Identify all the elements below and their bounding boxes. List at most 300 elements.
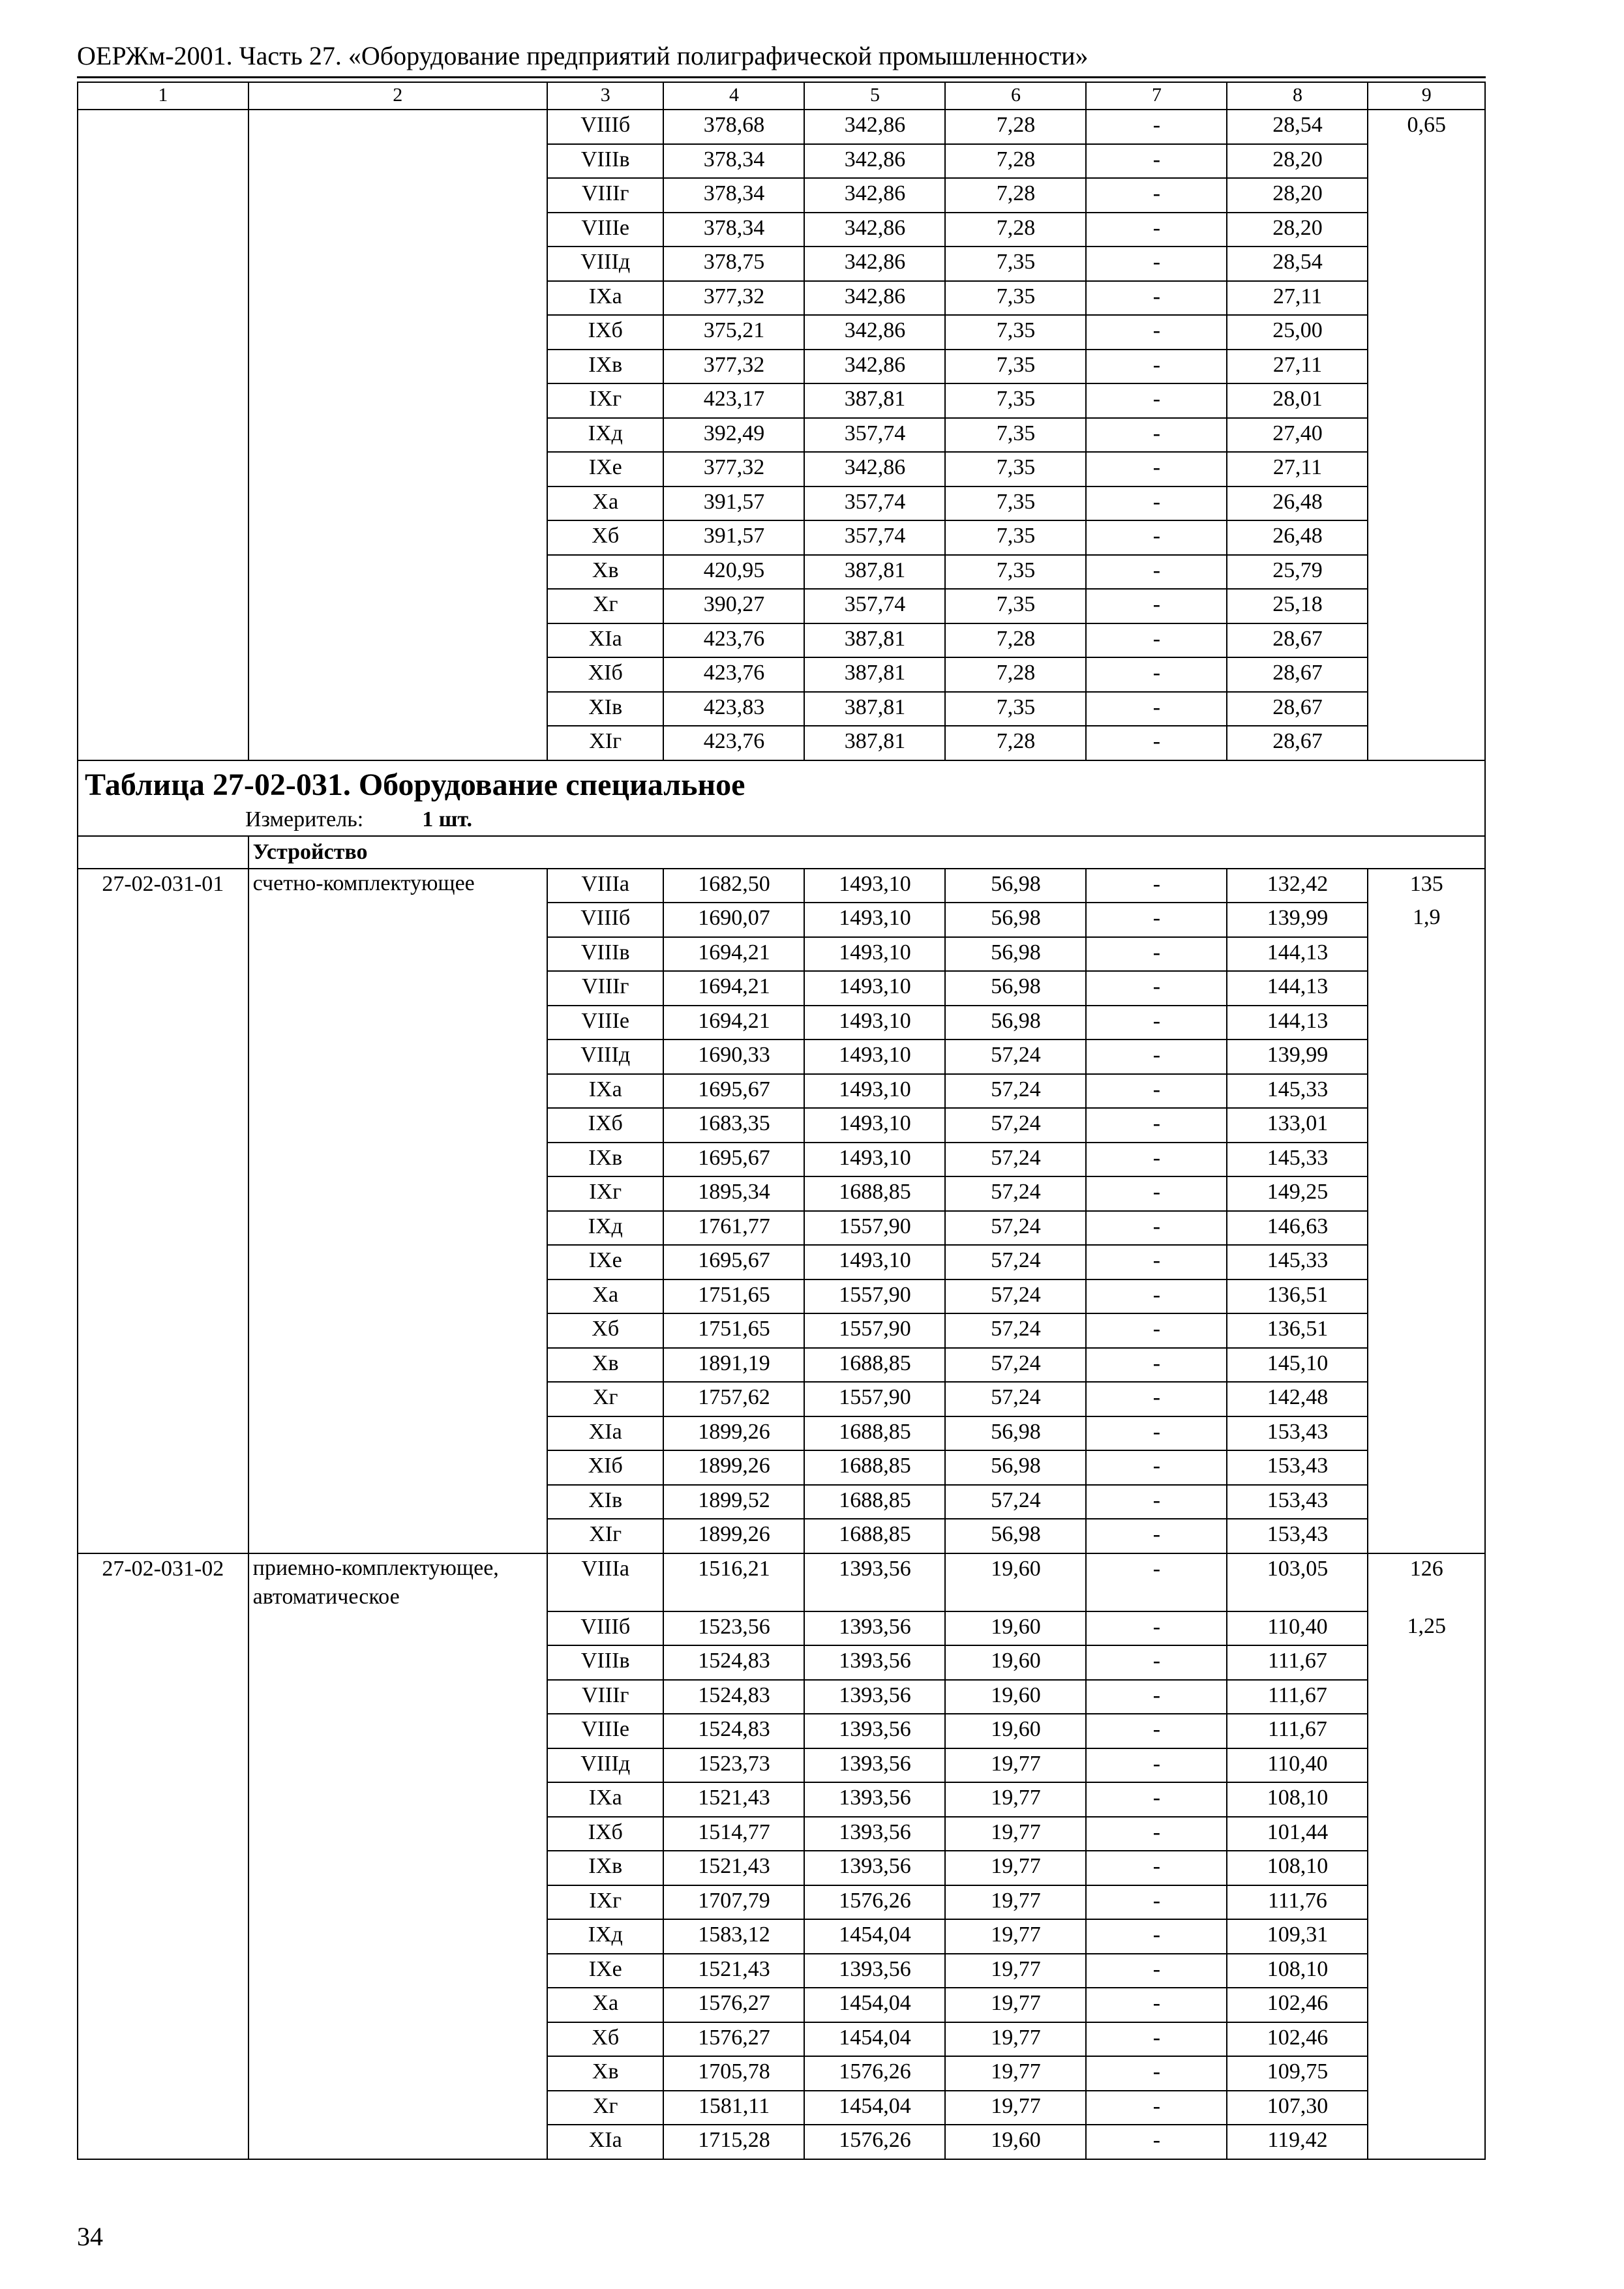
value-cell: 342,86 (804, 213, 945, 247)
value-cell: 7,35 (945, 350, 1086, 384)
value-cell: IXб (547, 315, 663, 350)
value-cell: - (1086, 1782, 1227, 1817)
rate-name-cell (248, 418, 547, 453)
value-cell: 56,98 (945, 869, 1086, 903)
value-cell: 423,17 (663, 383, 804, 418)
value-cell: IXг (547, 383, 663, 418)
value-cell: XIа (547, 2125, 663, 2159)
value-cell: IXе (547, 1954, 663, 1988)
value-cell: 420,95 (663, 555, 804, 590)
rate-name-cell (248, 1680, 547, 1714)
value-cell: 57,24 (945, 1348, 1086, 1383)
rate-code-cell (78, 383, 248, 418)
value-cell: 19,77 (945, 2091, 1086, 2125)
value-cell: 1524,83 (663, 1645, 804, 1680)
table-row (78, 1143, 1485, 1177)
table-row (78, 1108, 1485, 1143)
table-row (78, 1485, 1485, 1519)
table-row (78, 144, 1485, 179)
value-cell: 132,42 (1227, 869, 1368, 903)
table-row (78, 1211, 1485, 1246)
value-cell: - (1086, 1954, 1227, 1988)
rate-name-cell (248, 971, 547, 1006)
table-row (78, 1919, 1485, 1954)
value-cell: - (1086, 1382, 1227, 1416)
value-cell: 149,25 (1227, 1176, 1368, 1211)
value-cell: 423,76 (663, 726, 804, 760)
table-row (78, 315, 1485, 350)
value-cell: 1688,85 (804, 1519, 945, 1553)
value-cell: 57,24 (945, 1485, 1086, 1519)
value-cell: 146,63 (1227, 1211, 1368, 1246)
value-cell: 7,35 (945, 383, 1086, 418)
rate-code-cell (78, 1714, 248, 1748)
value-cell: - (1086, 452, 1227, 486)
value-cell: 1393,56 (804, 1954, 945, 1988)
value-cell: 27,11 (1227, 350, 1368, 384)
value-cell: - (1086, 1211, 1227, 1246)
value-cell: Xб (547, 1313, 663, 1348)
value-cell: - (1086, 1748, 1227, 1783)
value-cell: 19,77 (945, 1954, 1086, 1988)
value-cell: 1751,65 (663, 1313, 804, 1348)
value-cell: 7,28 (945, 110, 1086, 144)
value-cell: VIIIг (547, 971, 663, 1006)
rate-name-cell (248, 520, 547, 555)
rate-name-cell (248, 178, 547, 213)
table-row (78, 1176, 1485, 1211)
rate-name-cell (248, 937, 547, 972)
value-cell: Xг (547, 2091, 663, 2125)
value-cell: 7,28 (945, 623, 1086, 658)
value-cell: - (1086, 1450, 1227, 1485)
value-cell: 357,74 (804, 589, 945, 623)
weight-cell (1368, 418, 1485, 453)
value-cell: 387,81 (804, 383, 945, 418)
table-row (78, 1748, 1485, 1783)
rate-name-cell (248, 1382, 547, 1416)
value-cell: 1695,67 (663, 1143, 804, 1177)
value-cell: - (1086, 869, 1227, 903)
value-cell: 1576,27 (663, 2022, 804, 2057)
value-cell: VIIIе (547, 1714, 663, 1748)
rate-code-cell: 27-02-031-01 (78, 869, 248, 903)
value-cell: 57,24 (945, 1313, 1086, 1348)
rate-code-cell (78, 1817, 248, 1851)
rate-name-cell (248, 2091, 547, 2125)
rate-name-cell (248, 1040, 547, 1074)
value-cell: 391,57 (663, 520, 804, 555)
value-cell: 19,77 (945, 2056, 1086, 2091)
value-cell: 377,32 (663, 350, 804, 384)
value-cell: 144,13 (1227, 971, 1368, 1006)
value-cell: 423,83 (663, 692, 804, 726)
rate-code-cell (78, 1645, 248, 1680)
value-cell: 27,40 (1227, 418, 1368, 453)
value-cell: - (1086, 623, 1227, 658)
value-cell: 56,98 (945, 937, 1086, 972)
value-cell: - (1086, 937, 1227, 972)
value-cell: 423,76 (663, 623, 804, 658)
value-cell: 56,98 (945, 903, 1086, 937)
value-cell: 1690,33 (663, 1040, 804, 1074)
rate-code-cell (78, 1211, 248, 1246)
value-cell: IXв (547, 350, 663, 384)
measure-unit: 1 шт. (422, 807, 473, 831)
rate-name-cell (248, 350, 547, 384)
value-cell: VIIIв (547, 937, 663, 972)
rate-code-cell (78, 1954, 248, 1988)
rate-code-cell (78, 692, 248, 726)
table-row (78, 1074, 1485, 1109)
weight-cell (1368, 486, 1485, 521)
table-row (78, 1553, 1485, 1611)
weight-cell (1368, 555, 1485, 590)
rate-code-cell (78, 1382, 248, 1416)
value-cell: 1899,26 (663, 1416, 804, 1451)
value-cell: - (1086, 1851, 1227, 1885)
value-cell: XIв (547, 1485, 663, 1519)
value-cell: 1493,10 (804, 1074, 945, 1109)
value-cell: 1454,04 (804, 2091, 945, 2125)
value-cell: 1690,07 (663, 903, 804, 937)
rate-code-cell (78, 623, 248, 658)
table-row (78, 2091, 1485, 2125)
weight-cell (1368, 1748, 1485, 1783)
value-cell: 1683,35 (663, 1108, 804, 1143)
rate-code-cell (78, 110, 248, 144)
value-cell: 342,86 (804, 144, 945, 179)
value-cell: 378,68 (663, 110, 804, 144)
value-cell: 7,35 (945, 555, 1086, 590)
value-cell: IXб (547, 1108, 663, 1143)
table-row (78, 486, 1485, 521)
rate-name-cell (248, 1074, 547, 1109)
table-row (78, 1348, 1485, 1383)
column-number-row (78, 82, 1485, 110)
value-cell: Xа (547, 486, 663, 521)
value-cell: 26,48 (1227, 520, 1368, 555)
table-row (78, 903, 1485, 937)
value-cell: 145,33 (1227, 1143, 1368, 1177)
rate-name-cell (248, 1450, 547, 1485)
weight-cell (1368, 2091, 1485, 2125)
rate-code-cell (78, 144, 248, 179)
rate-code-cell (78, 2056, 248, 2091)
weight-cell (1368, 1519, 1485, 1553)
value-cell: 139,99 (1227, 1040, 1368, 1074)
weight-cell (1368, 726, 1485, 760)
value-cell: IXа (547, 1074, 663, 1109)
value-cell: IXв (547, 1143, 663, 1177)
value-cell: 144,13 (1227, 937, 1368, 972)
value-cell: 7,35 (945, 486, 1086, 521)
value-cell: 1514,77 (663, 1817, 804, 1851)
rate-code-cell (78, 1348, 248, 1383)
value-cell: 28,67 (1227, 726, 1368, 760)
column-number: 6 (945, 82, 1086, 110)
table-row (78, 1313, 1485, 1348)
rate-name-cell (248, 213, 547, 247)
rate-code-cell (78, 350, 248, 384)
value-cell: 56,98 (945, 1519, 1086, 1553)
value-cell: 1493,10 (804, 971, 945, 1006)
value-cell: 342,86 (804, 281, 945, 316)
value-cell: 145,33 (1227, 1245, 1368, 1279)
value-cell: - (1086, 520, 1227, 555)
value-cell: - (1086, 1348, 1227, 1383)
value-cell: 28,01 (1227, 383, 1368, 418)
value-cell: 1761,77 (663, 1211, 804, 1246)
value-cell: 25,18 (1227, 589, 1368, 623)
value-cell: - (1086, 247, 1227, 281)
rate-code-cell: 27-02-031-02 (78, 1553, 248, 1611)
value-cell: 108,10 (1227, 1954, 1368, 1988)
rate-name-cell (248, 1782, 547, 1817)
value-cell: 28,67 (1227, 657, 1368, 692)
value-cell: 1688,85 (804, 1176, 945, 1211)
rates-table (77, 82, 1486, 2160)
weight-cell (1368, 247, 1485, 281)
rate-name-cell (248, 110, 547, 144)
value-cell: 1493,10 (804, 903, 945, 937)
rate-code-cell (78, 1279, 248, 1314)
weight-cell (1368, 2056, 1485, 2091)
weight-cell (1368, 383, 1485, 418)
value-cell: XIб (547, 1450, 663, 1485)
value-cell: 1524,83 (663, 1680, 804, 1714)
rate-name-cell (248, 1211, 547, 1246)
value-cell: 1393,56 (804, 1851, 945, 1885)
value-cell: 1493,10 (804, 1245, 945, 1279)
table-row (78, 692, 1485, 726)
table-row (78, 1714, 1485, 1748)
value-cell: - (1086, 1108, 1227, 1143)
value-cell: VIIIб (547, 1611, 663, 1646)
rate-code-cell (78, 589, 248, 623)
weight-cell (1368, 1176, 1485, 1211)
rate-name-cell (248, 1485, 547, 1519)
value-cell: 145,33 (1227, 1074, 1368, 1109)
table-row (78, 1645, 1485, 1680)
value-cell: 108,10 (1227, 1782, 1368, 1817)
rate-name-cell (248, 1279, 547, 1314)
weight-cell: 1,9 (1368, 903, 1485, 937)
value-cell: IXг (547, 1885, 663, 1920)
value-cell: VIIIг (547, 1680, 663, 1714)
rate-name-cell: приемно-комплектующее, автоматическое (248, 1553, 547, 1611)
value-cell: VIIIб (547, 110, 663, 144)
value-cell: 1583,12 (663, 1919, 804, 1954)
value-cell: 1899,52 (663, 1485, 804, 1519)
rate-name-cell (248, 383, 547, 418)
value-cell: - (1086, 315, 1227, 350)
value-cell: 7,28 (945, 657, 1086, 692)
table-row (78, 281, 1485, 316)
value-cell: - (1086, 1279, 1227, 1314)
value-cell: - (1086, 726, 1227, 760)
rate-name-cell (248, 1416, 547, 1451)
weight-cell (1368, 1108, 1485, 1143)
rate-code-cell (78, 452, 248, 486)
page-number: 34 (77, 2222, 103, 2251)
value-cell: 342,86 (804, 178, 945, 213)
value-cell: 1493,10 (804, 1040, 945, 1074)
table-row (78, 1450, 1485, 1485)
value-cell: IXа (547, 281, 663, 316)
value-cell: 1454,04 (804, 1919, 945, 1954)
table-row (78, 1954, 1485, 1988)
section-label: Устройство (248, 836, 1485, 869)
rate-name-cell (248, 692, 547, 726)
value-cell: 387,81 (804, 726, 945, 760)
rate-name-cell (248, 452, 547, 486)
value-cell: VIIIе (547, 213, 663, 247)
value-cell: 1524,83 (663, 1714, 804, 1748)
value-cell: 27,11 (1227, 281, 1368, 316)
rate-name-cell (248, 1611, 547, 1646)
value-cell: 1688,85 (804, 1485, 945, 1519)
value-cell: - (1086, 1645, 1227, 1680)
weight-cell (1368, 1040, 1485, 1074)
value-cell: 1393,56 (804, 1645, 945, 1680)
value-cell: - (1086, 1416, 1227, 1451)
weight-cell (1368, 1817, 1485, 1851)
value-cell: - (1086, 1485, 1227, 1519)
rate-name-cell (248, 555, 547, 590)
value-cell: 1694,21 (663, 937, 804, 972)
rate-name-cell (248, 1006, 547, 1040)
value-cell: 378,75 (663, 247, 804, 281)
value-cell: 342,86 (804, 247, 945, 281)
value-cell: 7,35 (945, 315, 1086, 350)
value-cell: - (1086, 2091, 1227, 2125)
value-cell: IXа (547, 1782, 663, 1817)
table-row (78, 2056, 1485, 2091)
value-cell: - (1086, 555, 1227, 590)
value-cell: - (1086, 1714, 1227, 1748)
rate-name-cell (248, 2056, 547, 2091)
value-cell: 1576,26 (804, 2125, 945, 2159)
value-cell: 1576,26 (804, 1885, 945, 1920)
weight-cell (1368, 1211, 1485, 1246)
value-cell: 1521,43 (663, 1954, 804, 1988)
rate-code-cell (78, 1485, 248, 1519)
value-cell: 1707,79 (663, 1885, 804, 1920)
rate-code-cell (78, 486, 248, 521)
rate-code-cell (78, 1885, 248, 1920)
table-row (78, 1006, 1485, 1040)
value-cell: 1695,67 (663, 1245, 804, 1279)
value-cell: - (1086, 1988, 1227, 2022)
value-cell: 19,60 (945, 1611, 1086, 1646)
table-row (78, 1245, 1485, 1279)
value-cell: 56,98 (945, 1416, 1086, 1451)
header-rule (77, 76, 1486, 78)
table-row (78, 657, 1485, 692)
weight-cell (1368, 2125, 1485, 2159)
column-number: 3 (547, 82, 663, 110)
value-cell: 392,49 (663, 418, 804, 453)
rate-code-cell (78, 971, 248, 1006)
value-cell: 375,21 (663, 315, 804, 350)
section-row (78, 836, 1485, 869)
table-row (78, 520, 1485, 555)
value-cell: 25,00 (1227, 315, 1368, 350)
value-cell: 26,48 (1227, 486, 1368, 521)
weight-cell (1368, 657, 1485, 692)
value-cell: 1715,28 (663, 2125, 804, 2159)
weight-cell (1368, 1074, 1485, 1109)
value-cell: 1393,56 (804, 1553, 945, 1611)
value-cell: 56,98 (945, 1450, 1086, 1485)
value-cell: Xг (547, 589, 663, 623)
value-cell: 142,48 (1227, 1382, 1368, 1416)
value-cell: 390,27 (663, 589, 804, 623)
value-cell: IXд (547, 1211, 663, 1246)
value-cell: 57,24 (945, 1245, 1086, 1279)
value-cell: 1393,56 (804, 1680, 945, 1714)
rate-code-cell (78, 1851, 248, 1885)
value-cell: 1899,26 (663, 1450, 804, 1485)
rate-name-cell (248, 1851, 547, 1885)
table-row (78, 247, 1485, 281)
value-cell: 139,99 (1227, 903, 1368, 937)
table-row (78, 555, 1485, 590)
value-cell: - (1086, 1074, 1227, 1109)
value-cell: 57,24 (945, 1211, 1086, 1246)
weight-cell (1368, 692, 1485, 726)
value-cell: 378,34 (663, 144, 804, 179)
rate-name-cell (248, 623, 547, 658)
value-cell: 7,28 (945, 144, 1086, 179)
rate-code-cell (78, 1988, 248, 2022)
value-cell: XIб (547, 657, 663, 692)
value-cell: 342,86 (804, 315, 945, 350)
value-cell: IXг (547, 1176, 663, 1211)
weight-cell (1368, 1954, 1485, 1988)
rate-code-cell (78, 1611, 248, 1646)
rate-code-cell (78, 1313, 248, 1348)
rate-name-cell (248, 1313, 547, 1348)
value-cell: 1705,78 (663, 2056, 804, 2091)
weight-cell: 1,25 (1368, 1611, 1485, 1646)
rate-code-cell (78, 1245, 248, 1279)
value-cell: 19,77 (945, 1919, 1086, 1954)
value-cell: 110,40 (1227, 1748, 1368, 1783)
value-cell: - (1086, 1885, 1227, 1920)
value-cell: 19,77 (945, 1748, 1086, 1783)
weight-cell (1368, 1348, 1485, 1383)
value-cell: VIIIд (547, 247, 663, 281)
weight-cell: 126 (1368, 1553, 1485, 1611)
rate-name-cell (248, 1885, 547, 1920)
weight-cell (1368, 1680, 1485, 1714)
weight-cell (1368, 520, 1485, 555)
rate-code-cell (78, 937, 248, 972)
value-cell: VIIIб (547, 903, 663, 937)
weight-cell (1368, 1279, 1485, 1314)
value-cell: 7,35 (945, 247, 1086, 281)
value-cell: - (1086, 144, 1227, 179)
value-cell: 377,32 (663, 281, 804, 316)
value-cell: 1493,10 (804, 1108, 945, 1143)
value-cell: 103,05 (1227, 1553, 1368, 1611)
value-cell: 133,01 (1227, 1108, 1368, 1143)
value-cell: 25,79 (1227, 555, 1368, 590)
value-cell: 19,77 (945, 2022, 1086, 2057)
value-cell: 391,57 (663, 486, 804, 521)
